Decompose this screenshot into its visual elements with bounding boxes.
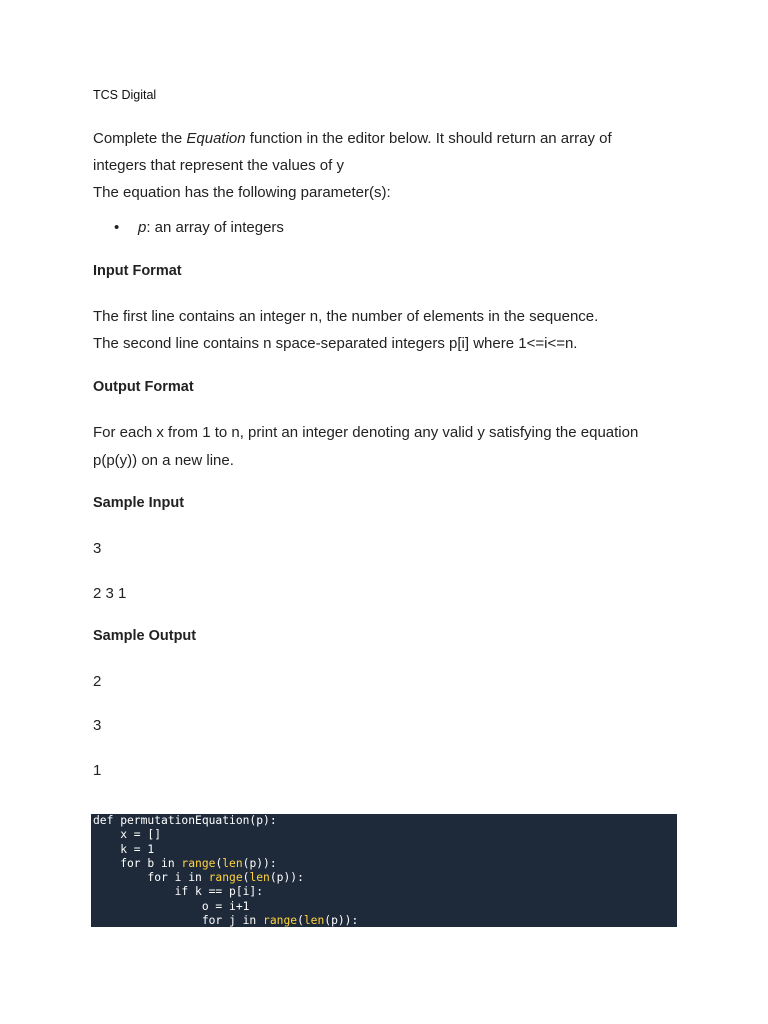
code-builtin-token: range	[181, 856, 216, 870]
code-token: for b in	[93, 856, 182, 870]
code-token: for j in	[93, 914, 264, 927]
code-token: o = i+1	[93, 899, 250, 913]
code-line	[93, 914, 358, 927]
code-builtin-token: len	[249, 871, 270, 885]
code-builtin-token: len	[222, 856, 243, 870]
code-line	[93, 885, 263, 898]
intro-line-1	[93, 125, 612, 152]
sample-input-line: 3	[93, 540, 102, 557]
code-builtin-token: len	[303, 914, 325, 927]
param-list-item	[114, 219, 284, 236]
sample-input-heading: Sample Input	[93, 495, 185, 511]
input-format-line: The second line contains n space-separated integers p[i] where 1<=i<=n.	[93, 335, 578, 352]
output-format-heading: Output Format	[93, 379, 194, 395]
sample-output-line: 3	[93, 717, 102, 734]
code-line	[93, 857, 277, 870]
sample-input-line: 2 3 1	[93, 585, 127, 602]
code-token: (p)):	[269, 871, 304, 885]
code-line	[93, 814, 277, 827]
sample-output-line: 2	[93, 673, 102, 690]
input-format-heading: Input Format	[93, 263, 182, 279]
intro-line-2: integers that represent the values of y	[93, 157, 344, 174]
code-line	[93, 871, 304, 884]
code-builtin-token: range	[263, 914, 298, 927]
code-token: k = 1	[93, 842, 155, 856]
code-token: (	[297, 914, 304, 927]
code-line	[93, 843, 154, 856]
code-builtin-token: range	[208, 871, 243, 885]
code-block	[91, 814, 677, 927]
intro-line-3: The equation has the following parameter(s):	[93, 184, 391, 201]
code-listing	[91, 814, 677, 927]
code-token: def permutationEquation(p):	[93, 814, 277, 827]
code-token: (	[242, 871, 250, 885]
output-format-line: p(p(y)) on a new line.	[93, 452, 234, 469]
code-token: x = []	[93, 828, 162, 842]
input-format-line: The first line contains an integer n, the number of elements in the sequence.	[93, 308, 599, 325]
sample-output-line: 1	[93, 762, 102, 779]
code-token: (p)):	[324, 914, 359, 927]
code-line	[93, 828, 161, 841]
code-token: (	[215, 856, 223, 870]
document-header: TCS Digital	[93, 88, 157, 102]
param-name: p	[138, 219, 147, 236]
sample-output-heading: Sample Output	[93, 628, 197, 644]
intro-emphasis: Equation	[186, 130, 246, 147]
intro-pre: Complete the	[93, 130, 187, 147]
bullet-icon: •	[114, 219, 120, 236]
code-line	[93, 900, 249, 913]
code-token: if k == p[i]:	[93, 885, 264, 899]
output-format-line: For each x from 1 to n, print an integer denoting any valid y satisfying the equation	[93, 424, 639, 441]
param-desc: : an array of integers	[146, 219, 284, 236]
intro-post: function in the editor below. It should return an array of	[245, 130, 612, 147]
code-token: (p)):	[242, 856, 277, 870]
code-token: for i in	[93, 871, 209, 885]
